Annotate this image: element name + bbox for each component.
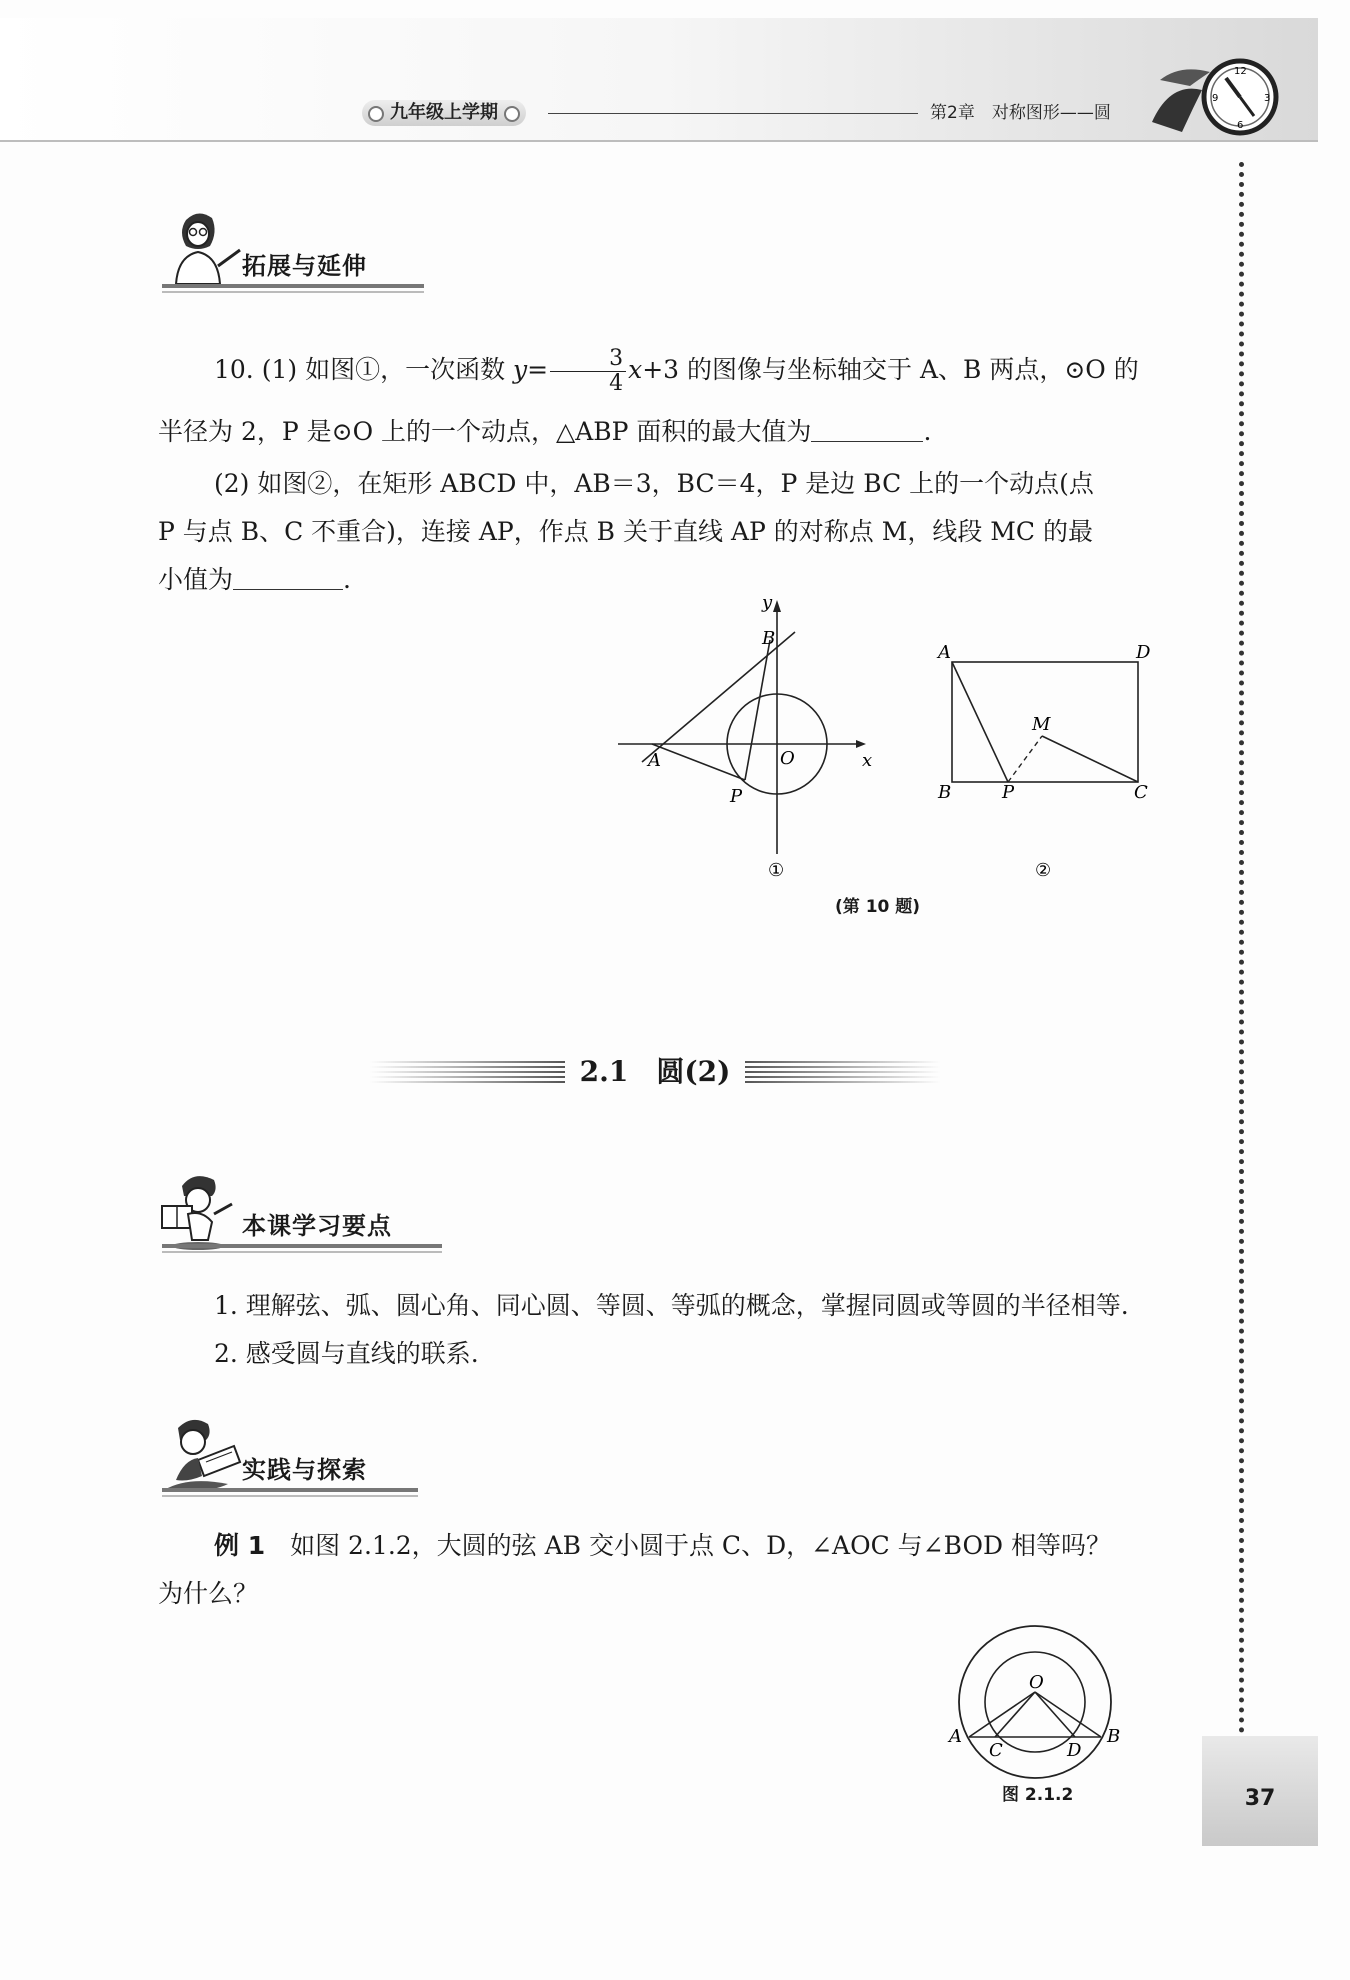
section-rule-thin — [162, 291, 424, 293]
section-rule-thin — [162, 1251, 442, 1253]
margin-dotted-line — [1239, 162, 1244, 1734]
q10-line2-text: 半径为 2，P 是⊙O 上的一个动点，△ABP 面积的最大值为 — [158, 417, 812, 446]
fig1-label-P: P — [730, 786, 743, 807]
title-stripe-left — [370, 1061, 565, 1083]
fig1-label-x: x — [862, 750, 873, 771]
lesson-number: 2.1 — [579, 1055, 629, 1088]
fig212-label-B: B — [1107, 1726, 1121, 1747]
frac-denominator: 4 — [609, 371, 624, 396]
q10-line2-end: . — [923, 417, 932, 446]
chapter-label: 第2章 对称图形——圆 — [930, 103, 1111, 123]
key-point-1: 1. 理解弦、弧、圆心角、同心圆、等圆、等弧的概念，掌握同圆或等圆的半径相等. — [214, 1291, 1129, 1320]
fig1-label-O: O — [780, 748, 795, 769]
section-header-practice — [158, 1410, 420, 1500]
fig212-label-C: C — [989, 1740, 1003, 1761]
lesson-title — [370, 1052, 940, 1092]
section-rule — [162, 284, 424, 288]
fig1-label-A: A — [648, 750, 661, 771]
q10-text-a: 10. (1) 如图①，一次函数 — [214, 355, 514, 384]
fig1-label-B: B — [762, 628, 776, 649]
section-title-practice: 实践与探索 — [242, 1456, 367, 1484]
figure-2-rectangle — [930, 640, 1160, 880]
example-1-line2: 为什么？ — [158, 1579, 259, 1608]
section-header-key-points — [158, 1166, 444, 1256]
fig2-number: ② — [1035, 860, 1052, 880]
fig2-label-D: D — [1136, 642, 1151, 663]
section-rule-thin — [162, 1495, 418, 1497]
lesson-title-text — [570, 1052, 740, 1092]
var-y: y — [513, 355, 528, 384]
section-title-key-points: 本课学习要点 — [242, 1212, 392, 1240]
fig212-label-A: A — [949, 1726, 962, 1747]
fig2-label-A: A — [938, 642, 951, 663]
fig2-label-P: P — [1002, 782, 1015, 803]
example-label: 例 1 — [214, 1531, 266, 1560]
svg-text:6: 6 — [1237, 120, 1244, 131]
q10-line5-end: . — [343, 565, 351, 594]
q10-line3: (2) 如图②，在矩形 ABCD 中，AB＝3，BC＝4，P 是边 BC 上的一个动点(点 — [214, 469, 1094, 498]
fig212-label-D: D — [1067, 1740, 1082, 1761]
figure-caption-2-1-2: 图 2.1.2 — [1002, 1785, 1074, 1805]
var-x: x — [628, 355, 643, 384]
answer-blank-1[interactable] — [811, 411, 923, 442]
teacher-icon — [158, 206, 244, 292]
figure-1-coordinate-circle — [600, 592, 880, 882]
section-header-extension — [158, 206, 428, 296]
q10-line1 — [158, 342, 1148, 398]
clock-runner-icon — [1140, 52, 1290, 142]
fig1-label-y: y — [762, 592, 773, 613]
fig2-label-M: M — [1032, 714, 1051, 735]
figure-caption-q10: (第 10 题) — [835, 897, 921, 917]
svg-text:3: 3 — [1264, 93, 1271, 104]
student-writing-icon — [158, 1410, 244, 1496]
example-text: 如图 2.1.2，大圆的弦 AB 交小圆于点 C、D，∠AOC 与∠BOD 相等吗？ — [265, 1531, 1111, 1560]
q10-line5-text: 小值为 — [158, 565, 234, 594]
title-stripe-right — [745, 1061, 940, 1083]
q10-text-b: +3 的图像与坐标轴交于 A、B 两点，⊙O 的 — [642, 355, 1139, 384]
lesson-name: 圆(2) — [656, 1055, 731, 1088]
fig2-label-C: C — [1134, 782, 1148, 803]
figure-2-1-2-concentric-circles — [945, 1610, 1125, 1790]
svg-text:12: 12 — [1234, 66, 1247, 77]
fig2-label-B: B — [938, 782, 952, 803]
page-number: 37 — [1244, 1786, 1276, 1811]
fig212-label-O: O — [1029, 1672, 1044, 1693]
header-band — [0, 18, 1318, 142]
fraction-3-4 — [550, 347, 626, 396]
answer-blank-2[interactable] — [233, 559, 343, 590]
section-rule — [162, 1244, 442, 1248]
q10-line2 — [158, 404, 1148, 460]
section-title-extension: 拓展与延伸 — [242, 252, 367, 280]
q10-line4: P 与点 B、C 不重合)，连接 AP，作点 B 关于直线 AP 的对称点 M，线段 MC 的最 — [158, 517, 1093, 546]
frac-numerator: 3 — [550, 347, 626, 372]
fig1-number: ① — [768, 860, 785, 881]
svg-text:9: 9 — [1212, 93, 1219, 104]
equals-sign: = — [527, 355, 549, 384]
student-reading-icon — [158, 1166, 244, 1252]
grade-label: 九年级上学期 — [362, 100, 526, 126]
section-rule — [162, 1488, 418, 1492]
header-rule — [548, 113, 918, 114]
key-point-2: 2. 感受圆与直线的联系. — [214, 1339, 479, 1368]
